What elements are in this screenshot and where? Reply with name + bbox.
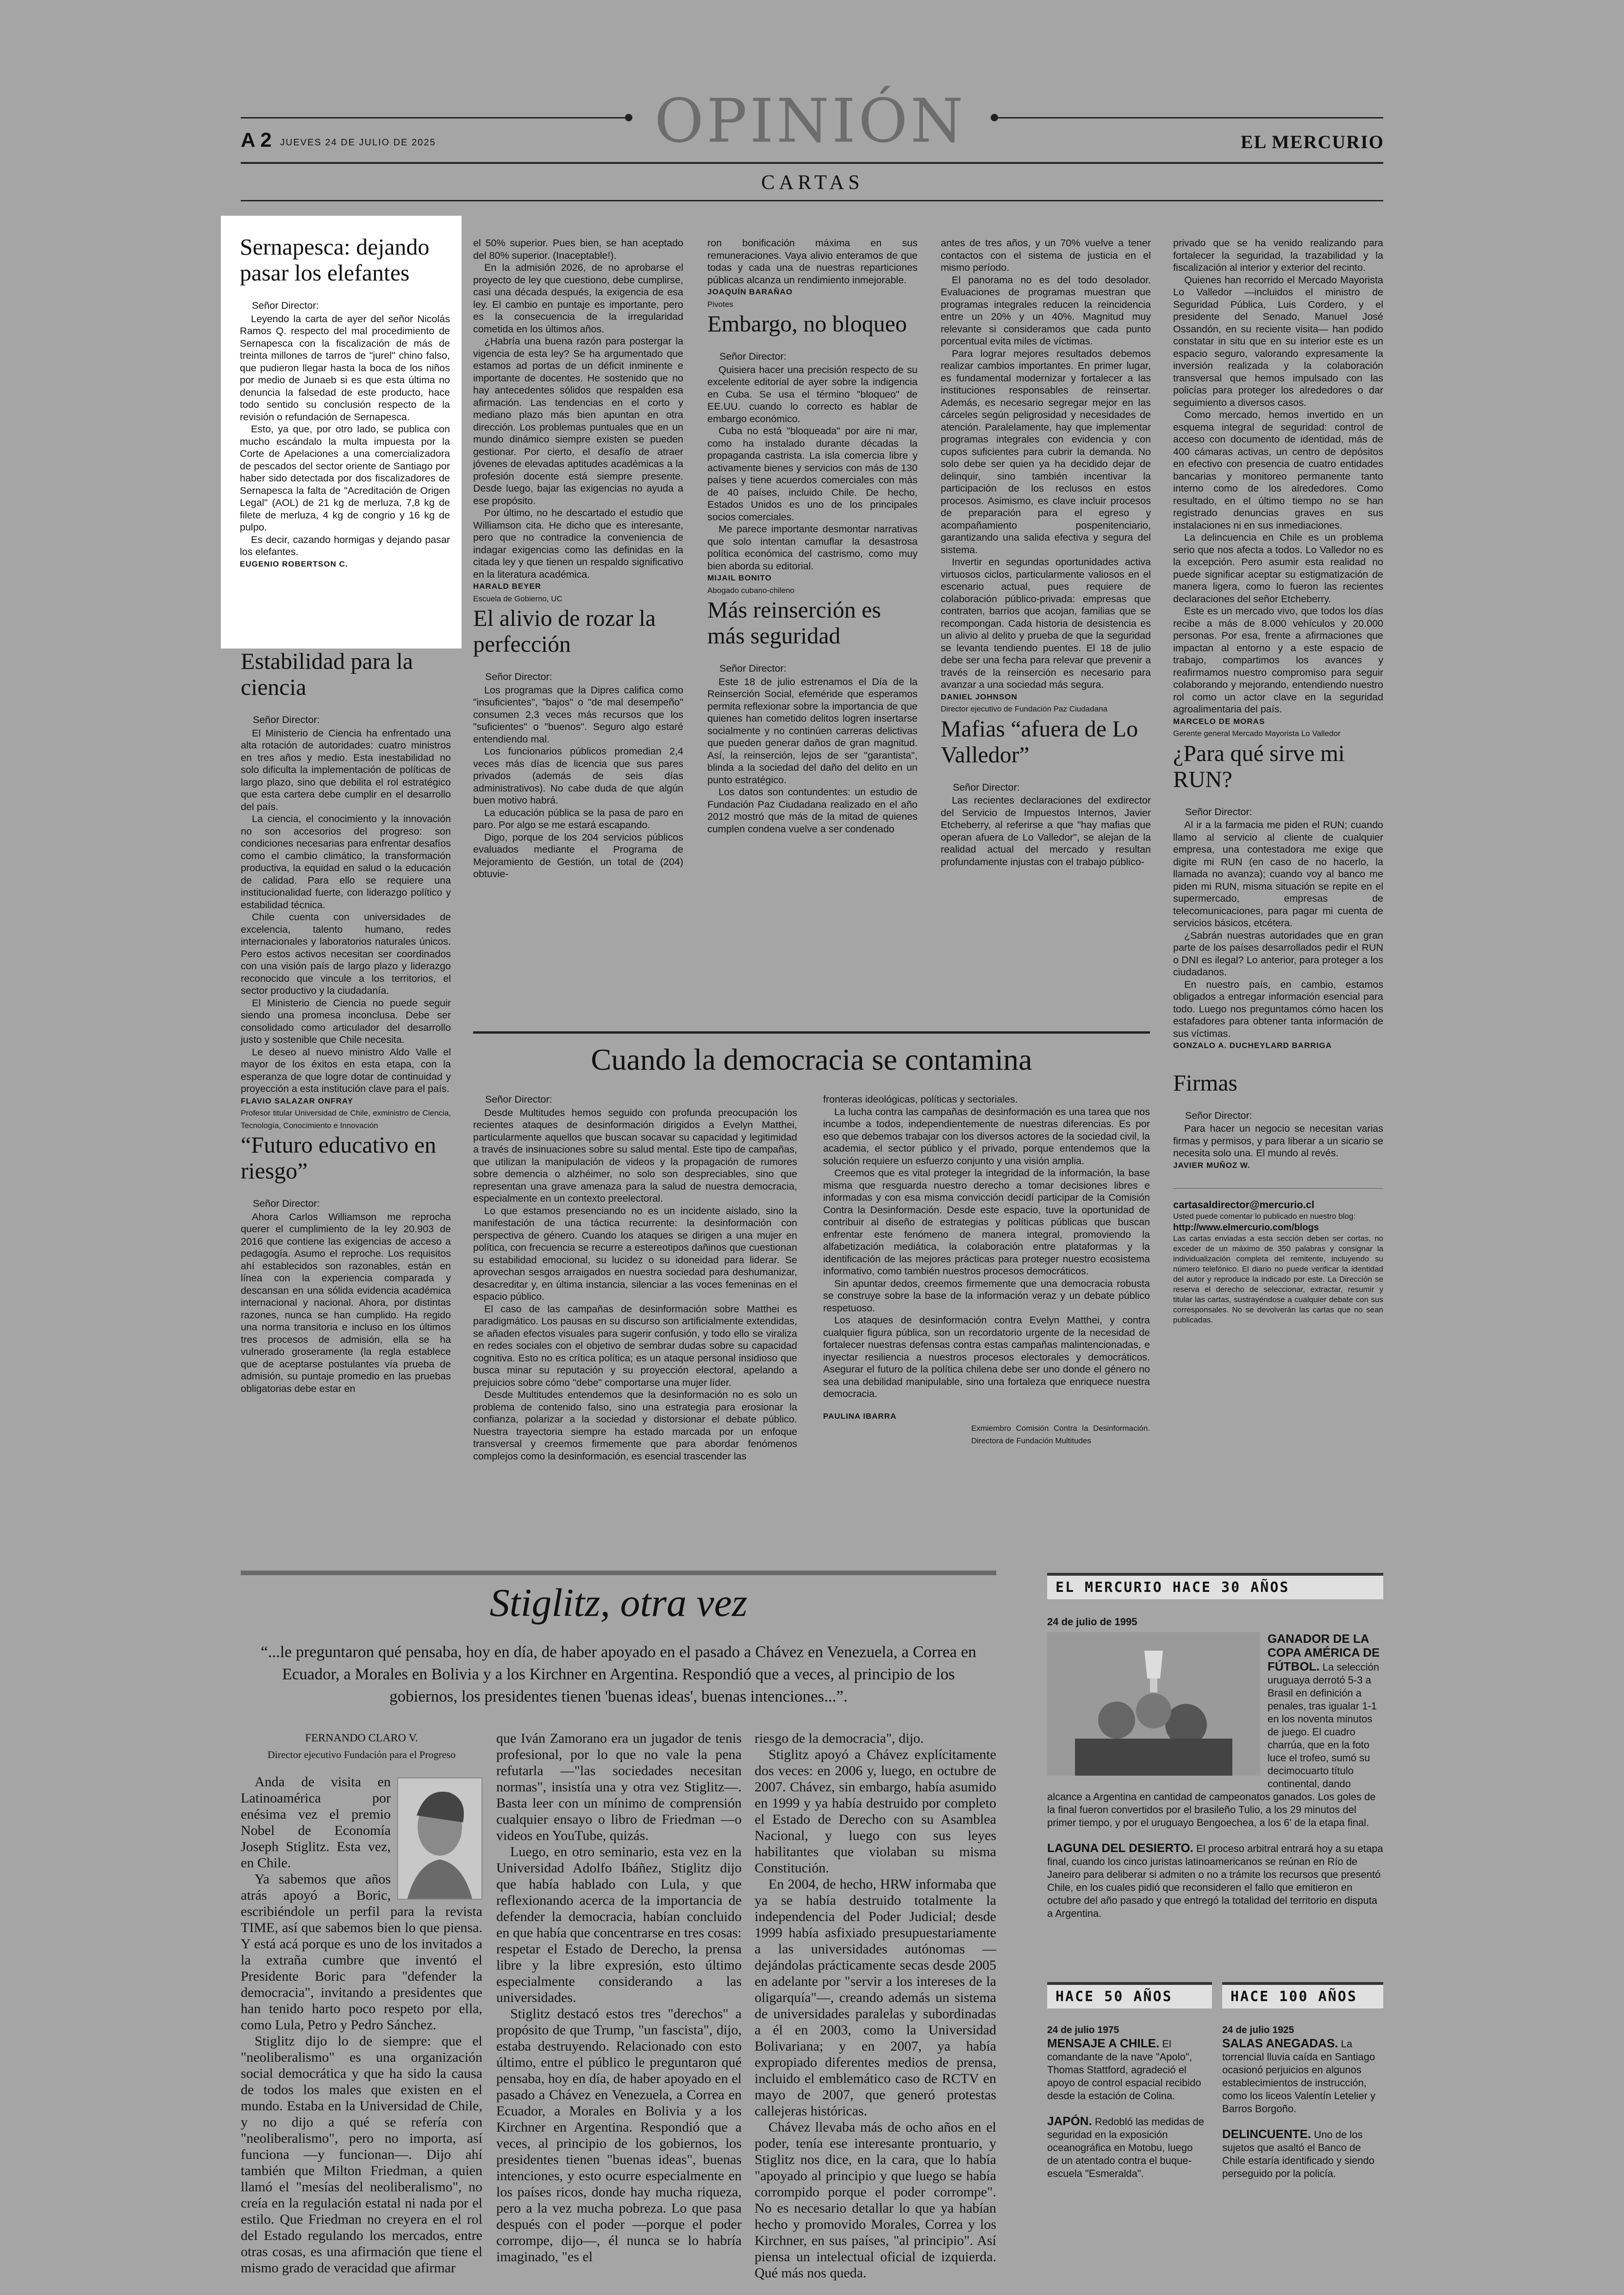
- paragraph: Stiglitz destacó estos tres "derechos" a propósito de que Trump, "un fascista", dijo, estaba destruyendo. Relacionado con esto último, entre el público le preguntaron qué pensaba, hoy en día, de haber apoyado en el pasado a Chávez en Venezuela, a Correa en Ecuador, a Morales en Bolivia y a los Kirchner en Argentina. Respondió que a veces, al principio de los gobiernos, los presidentes tienen "buenas ideas", buenas intenciones, y esto ocurre especialmente en los países ricos, donde hay mucha riqueza, pero a la vez mucha pobreza. Lo que pasa después con el poder —porque el poder corrompe, dijo—, él nunca se lo habría imaginado, "es el: [496, 2006, 742, 2264]
- letter-title: Mafias “afuera de Lo Valledor”: [941, 715, 1138, 767]
- greeting: Señor Director:: [953, 781, 1020, 793]
- paragraph: En 2004, de hecho, HRW informaba que ya se había destruido totalmente la independencia del Poder Judicial; desde 1999 había asfixiado presupuestariamente a las universidades autónomas —dejándolas prácticamente secas desde 2005 en adelante por "servir a los intereses de la oligarquía"—, creando además un sistema de universidades paralelas y subordinadas a él en 2003, como la Universidad Bolivariana; y en 2007, ya había expropiado diferentes medios de prensa, incluido el emblemático caso de RCTV en mayo de 2007, que generó protestas callejeras históricas.: [755, 1877, 996, 2119]
- letter-title: Estabilidad para la ciencia: [241, 648, 413, 700]
- paragraph: Ahora Carlos Williamson me reprocha querer el cumplimiento de la ley 20.903 de 2016 que contiene las exigencias de acceso a pedagogía. Asumo el reproche. Los requisitos ahí establecidos son razonables, están en línea con la experiencia comparada y descansan en una sólida evidencia académica internacional y nacional. Ahora, por distintas razones, nunca se han cumplido. Ha regido una norma transitoria e incluso en los últimos tres procesos de admisión, ella se ha vulnerado groseramente (la regla establece que de aceptarse postulantes vía prueba de admisión, su puntaje promedio en las pruebas obligatorias debe estar en: [241, 1211, 451, 1394]
- letter-title: Más reinserción es más seguridad: [707, 597, 881, 649]
- paragraph: Este es un mercado vivo, que todos los días recibe a más de 8.000 vehículos y 20.000 personas. Por esa, frente a afirmaciones que impactan al entorno y a este espacio de trabajo, compartimos los avances y reafirmamos nuestro compromiso para seguir colaborando y mejorando, entendiendo nuestro rol como un actor clave en la seguridad agroalimentaria del país.: [1173, 605, 1383, 715]
- column-4-top: [941, 237, 1151, 868]
- paragraph: Los programas que la Dipres califica como "insuficientes", "bajos" o "de mal desempeño" consumen 2,3 veces más recursos que los "suficientes" o "buenos". Seguro algo estaré entendiendo mal.: [473, 684, 683, 745]
- bullet-left-icon: [625, 114, 632, 121]
- letter-title: “Futuro educativo en riesgo”: [241, 1132, 437, 1184]
- hace30-body: [1047, 1615, 1383, 1920]
- paragraph: En la admisión 2026, de no aprobarse el proyecto de ley que cuestiono, debe cumplirse, casi una década después, la exigencia de esa ley. El cambio en puntaje es importante, pero es la consecuencia de la irregularidad cometida en los últimos años.: [473, 262, 683, 335]
- signature-role: Abogado cubano-chileno: [707, 586, 795, 595]
- paragraph: Para hacer un negocio se necesitan varias firmas y permisos, y para liberar a un sicario se necesita solo una. El mundo al revés.: [1173, 1123, 1383, 1159]
- paragraph: El Ministerio de Ciencia no puede seguir siendo una promesa inconclusa. Debe ser consolidado como articulador del desarrollo justo y sostenible que Chile necesita.: [241, 997, 451, 1045]
- letter-title: Sernapesca: dejando pasar los elefantes: [240, 234, 430, 286]
- greeting: Señor Director:: [1185, 1110, 1252, 1121]
- paragraph: Los ataques de desinformación contra Evelyn Matthei, y contra cualquier figura pública, son un recordatorio urgente de la necesidad de fortalecer nuestras defensas contra estas campañas malintencionadas, e inyectar resiliencia a nuestros procesos electorales y democráticos. Asegurar el futuro de la política chilena debe ser uno donde el género no sea una debilidad manipulable, sino una fortaleza que enriquece nuestra democracia.: [823, 1315, 1150, 1399]
- signature: JAVIER MUÑOZ W.: [1173, 1160, 1250, 1170]
- paragraph: Lo que estamos presenciando no es un incidente aislado, sino la manifestación de una táctica recurrente: la desinformación con perspectiva de género. Cuando los ataques se dirigen a una mujer en política, con frecuencia se recurre a estereotipos dañinos que cuestionan su estabilidad emocional, su lucidez o su idoneidad para liderar. Se aprovechan sesgos arraigados en nuestra sociedad para deshumanizar, desacreditar y, en última instancia, silenciar a las voces femeninas en el espacio público.: [473, 1205, 797, 1302]
- paragraph: El caso de las campañas de desinformación sobre Matthei es paradigmático. Los pausas en su discurso son artificialmente extendidas, se añaden efectos visuales para sugerir confusión, y todo ello se viraliza en redes sociales con el objetivo de sembrar dudas sobre su capacidad cognitiva. Esto no es crítica política; es un ataque personal insidioso que busca minar su reputación y su proyección electoral, apelando a prejuicios sobre cómo "debe" comportarse una mujer líder.: [473, 1303, 797, 1388]
- hace100-headline: SALAS ANEGADAS.: [1222, 2036, 1338, 2050]
- paragraph: el 50% superior. Pues bien, se han aceptado del 80% superior. (Inaceptable!).: [473, 237, 683, 261]
- greeting: Señor Director:: [253, 714, 320, 725]
- hace30-header: EL MERCURIO HACE 30 AÑOS: [1047, 1573, 1383, 1599]
- signature-role: Gerente general Mercado Mayorista Lo Valledor: [1173, 729, 1341, 738]
- edition-date: JUEVES 24 DE JULIO DE 2025: [280, 137, 436, 148]
- header-rule-left: [241, 117, 625, 118]
- hace50-text2: Redobló las medidas de seguridad en la exposición oceanográfica en Motobu, luego de un atentado contra el buque-escuela "Esmeralda".: [1047, 2116, 1204, 2179]
- paragraph: Como mercado, hemos invertido en un esquema integral de seguridad: control de acceso con documento de identidad, más de 400 cámaras activas, un centro de depósitos en efectivo con presencia de cuatro entidades bancarias y monitoreo permanente tanto interno como de los alrededores. Como resultado, en el último tiempo no se han registrado denuncias graves en sus instalaciones ni en sus inmediaciones.: [1173, 409, 1383, 531]
- paragraph: riesgo de la democracia", dijo.: [755, 1731, 924, 1746]
- contact-terms: Las cartas enviadas a esta sección deben ser cortas, no exceder de un máximo de 350 palabras y consignar la individualización completa del remitente, incluyendo su número telefónico. El diario no puede verificar la identidad del autor y reproduce la indicado por este. La Dirección se reserva el derecho de seleccionar, extractar, resumir y titular las cartas, sustrayéndose a cualquier debate con sus corresponsales. No se devolverán las cartas que no sean publicadas.: [1173, 1234, 1383, 1324]
- paragraph: Anda de visita en Latinoamérica por enésima vez el premio Nobel de Economía Joseph Stiglitz. Esta vez, en Chile.: [241, 1774, 391, 1871]
- greeting: Señor Director:: [252, 300, 319, 311]
- header-rule-right: [998, 117, 1383, 118]
- democracia-col-2: [823, 1093, 1150, 1447]
- greeting: Señor Director:: [253, 1198, 320, 1209]
- greeting: Señor Director:: [719, 351, 787, 362]
- signature: EUGENIO ROBERTSON C.: [240, 559, 348, 568]
- paragraph: Los funcionarios públicos promedian 2,4 veces más días de licencia que sus pares privados (además de seis días administrativos). No cabe duda de que algún buen motivo habrá.: [473, 746, 683, 806]
- author-portrait: [397, 1777, 482, 1900]
- paragraph: La educación pública se la pasa de paro en paro. Por algo se me estará escapando.: [473, 807, 683, 830]
- letter-title: Embargo, no bloqueo: [707, 311, 907, 337]
- paragraph: En nuestro país, en cambio, estamos obligados a entregar información esencial para todo. Luego nos preguntamos cómo hacen los estafadores para obtener tanta información de sus víctimas.: [1173, 979, 1383, 1039]
- hace30-text: La selección uruguaya derrotó 5-3 a Brasil en definición a penales, tras igualar 1-1 en los noventa minutos de juego. El cuadro charrúa, que en la foto luce el trofeo, sumó su decimocuarto título continental, dando alcance a Argentina en cantidad de campeonatos ganados. Los goles de la final fueron convertidos por el brasileño Tulio, a los 29 minutos del primer tiempo, y por el uruguayo Bengoechea, a los 6' de la etapa final.: [1047, 1661, 1380, 1828]
- hace50-body: [1047, 2024, 1205, 2180]
- letter-title: ¿Para qué sirve mi RUN?: [1173, 740, 1345, 792]
- paragraph: Ya sabemos que años atrás apoyó a Boric, escribiéndole un perfil para la revista TIME, así que sabemos bien lo que piensa. Y está acá porque es uno de los invitados a la extraña cumbre que inventó el Presidente Boric para "defender la democracia", invitando a presidentes que han tenido harto poco respeto por ella, como Lula, Petro y Pedro Sánchez.: [241, 1871, 482, 2033]
- paragraph: Esto, ya que, por otro lado, se publica con mucho escándalo la multa impuesta por la Corte de Apelaciones a una comercializadora de pescados del sector oriente de Santiago por haber sido detectada por dos fiscalizadores de Sernapesca la falta de "Acreditación de Origen Legal" (AOL) de 21 kg de merluza, 7,8 kg de filete de merluza, 4 kg de congrio y 16 kg de pulpo.: [240, 424, 450, 533]
- contact-note: Usted puede comentar lo publicado en nuestro blog:: [1173, 1211, 1356, 1221]
- paragraph: Chile cuenta con universidades de excelencia, talento humano, redes internacionales y laboratorios naturales únicos. Pero estos activos necesitan ser coordinados con una visión país de largo plazo y liderazgo reconocido que vincule a los territorios, el sector productivo y la ciudadanía.: [241, 911, 451, 996]
- contact-blog-link[interactable]: http://www.elmercurio.com/blogs: [1173, 1222, 1319, 1233]
- paragraph: Quienes han recorrido el Mercado Mayorista Lo Valledor —incluidos el ministro de Seguridad Pública, Luis Cordero, y el presidente del Senado, Manuel José Ossandón, en su reciente visita— han podido constatar in situ que en su interior este es un espacio seguro, valorando expresamente la inversión realizada y la colaboración transversal que hemos impulsado con las policías para proteger los alrededores o dar seguimiento a diversos casos.: [1173, 274, 1383, 408]
- letter-title: Firmas: [1173, 1069, 1237, 1096]
- stiglitz-col-2: [496, 1730, 742, 2265]
- signature-role: Profesor titular Universidad de Chile, exministro de Ciencia, Tecnología, Conocimiento e Innovación: [241, 1109, 451, 1130]
- signature: GONZALO A. DUCHEYLARD BARRIGA: [1173, 1041, 1332, 1050]
- paragraph: Los datos son contundentes: un estudio de Fundación Paz Ciudadana realizado en el año 2012 mostró que más de la mitad de quienes cumplen condena vuelve a ser condenado: [707, 786, 918, 835]
- hace30-headline: GANADOR DE LA COPA AMÉRICA DE FÚTBOL.: [1268, 1632, 1380, 1673]
- contact-box: [1173, 1188, 1383, 1325]
- author-name: FERNANDO CLARO V.: [305, 1732, 418, 1744]
- paragraph: Sin apuntar dedos, creemos firmemente que una democracia robusta se construye sobre la base de la información veraz y un debate público respetuoso.: [823, 1278, 1150, 1314]
- paragraph: ¿Habría una buena razón para postergar la vigencia de esta ley? Se ha argumentado que estamos ad portas de un déficit inminente e importante de docentes. He sostenido que no hay antecedentes sólidos que respalden esa afirmación. Las tendencias en el corto y mediano plazo más bien apuntan en otra dirección. Los problemas puntuales que en un mundo dinámico siempre existen se pueden gestionar. Por cierto, el desafío de atraer jóvenes de elevadas aptitudes académicas a la profesión docente está siempre presente. Desde luego, bajar las exigencias no ayuda a ese propósito.: [473, 336, 683, 506]
- signature-role: Exmiembro Comisión Contra la Desinformación. Directora de Fundación Multitudes: [971, 1424, 1150, 1445]
- paragraph: fronteras ideológicas, políticas y sectoriales.: [823, 1094, 1018, 1105]
- signature: MIJAIL BONITO: [707, 574, 772, 582]
- portrait-icon: [398, 1778, 481, 1899]
- signature: MARCELO DE MORAS: [1173, 717, 1265, 726]
- paragraph: Invertir en segundas oportunidades activa virtuosos ciclos, particularmente valiosos en el escenario actual, pues requiere de colaboración público-privada: empresas que contraten, barrios que acojan, familias que se recompongan. Cada historia de desistencia es un alivio al delito y prueba de que la seguridad se levanta tendiendo puentes. El 18 de julio debe ser una fecha para relevar que prevenir a través de la reinserción es necesario para avanzar a una sociedad más segura.: [941, 556, 1151, 690]
- hace30-headline2: LAGUNA DEL DESIERTO.: [1047, 1841, 1193, 1855]
- author-role: Director ejecutivo Fundación para el Progreso: [267, 1749, 456, 1760]
- paragraph: privado que se ha venido realizando para fortalecer la seguridad, la trazabilidad y la fiscalización al interior y exterior del recinto.: [1173, 237, 1383, 273]
- stiglitz-col-1: [241, 1730, 482, 2276]
- paragraph: Stiglitz dijo lo de siempre: que el "neoliberalismo" es una organización social democrática y que ha sido la causa de todos los males que existen en el mundo. Estaba en la Universidad de Chile, y no dijo a qué se refería con "neoliberalismo", pero no importa, así funciona —y funcionan—. Dijo ahí también que Milton Friedman, a quien llamó el "mesías del neoliberalismo", no creía en la regulación estatal ni nada por el estilo. Que Friedman no creyera en el rol del Estado regulando los mercados, entre otras cosas, es una afirmación que tiene el mismo grado de veracidad que afirmar: [241, 2033, 482, 2276]
- paragraph: Cuba no está "bloqueada" por aire ni mar, como ha instalado durante décadas la propaganda castrista. La isla comercia libre y activamente bienes y servicios con más de 130 países y tiene acuerdos comerciales con más de 40 países, incluido Chile. De hecho, Estados Unidos es uno de los principales socios comerciales.: [707, 425, 918, 523]
- greeting: Señor Director:: [485, 671, 552, 682]
- democracia-top-rule: [473, 1031, 1150, 1034]
- stiglitz-col-3: [755, 1730, 996, 2281]
- letter-title: El alivio de rozar la perfección: [473, 605, 656, 657]
- hace100-header: HACE 100 AÑOS: [1222, 1982, 1383, 2008]
- paragraph: ¿Sabrán nuestras autoridades que en gran parte de los países desarrollados pedir el RUN o DNI es ilegal? Lo anterior, para proteger a los ciudadanos.: [1173, 929, 1383, 978]
- hace100-text: La torrencial lluvia caída en Santiago ocasionó perjuicios en algunos establecimientos de instrucción, como los liceos Valentín Letelier y Barros Borgoño.: [1222, 2038, 1375, 2114]
- paragraph: antes de tres años, y un 70% vuelve a tener contactos con el sistema de justicia en el mismo período.: [941, 237, 1151, 273]
- greeting: Señor Director:: [485, 1094, 552, 1105]
- stiglitz-title: Stiglitz, otra vez: [489, 1580, 748, 1625]
- paragraph: Este 18 de julio estrenamos el Día de la Reinserción Social, efeméride que esperamos permita reflexionar sobre la importancia de que quienes han cometido delitos logren insertarse socialmente y no continúen carreras delictivas que pueden generar daños de gran magnitud. Así, la reinserción, lejos de ser "garantista", blinda a la sociedad del daño del delito en un punto estratégico.: [707, 676, 918, 786]
- paragraph: Chávez llevaba más de ocho años en el poder, tenía ese interesante prontuario, y Stiglitz nos dice, en la cara, que lo había "apoyado al principio y que luego se había corrompido porque el poder corrompe". No es necesario detallar lo que ya habían hecho y promovido Morales, Correa y los Kirchner, en sus países, "al principio". Así piensa un intelectual oficial de izquierda. Qué más nos queda.: [755, 2120, 996, 2281]
- paragraph: La ciencia, el conocimiento y la innovación no son accesorios del progreso: son condiciones necesarias para enfrentar desafíos como el cambio climático, la transformación productiva, la equidad en salud o la educación de calidad. Para ello se requiere una institucionalidad fuerte, con liderazgo político y estabilidad técnica.: [241, 813, 451, 911]
- paragraph: El Ministerio de Ciencia ha enfrentado una alta rotación de autoridades: cuatro ministros en tres años y medio. Esta inestabilidad no solo dificulta la implementación de políticas de largo plazo, sino que debilita el rol estratégico que esta cartera debe cumplir en el desarrollo del país.: [241, 727, 451, 812]
- subsection-rule: [241, 200, 1383, 201]
- bullet-right-icon: [991, 114, 998, 121]
- contact-email[interactable]: cartasaldirector@mercurio.cl: [1173, 1199, 1315, 1210]
- paragraph: Quisiera hacer una precisión respecto de su excelente editorial de ayer sobre la indigencia en Cuba. Se usa el término "bloqueo" de EE.UU. cuando lo correcto es hablar de embargo económico.: [707, 364, 918, 424]
- paragraph: Digo, porque de los 204 servicios públicos evaluados mediante el Programa de Mejoramiento de Gestión, un total de (204) obtuvie-: [473, 831, 683, 879]
- hace50-date: 24 de julio 1975: [1047, 2025, 1119, 2035]
- hace30-date: 24 de julio de 1995: [1047, 1616, 1137, 1628]
- newspaper-brand: EL MERCURIO: [1241, 131, 1384, 152]
- hace50-headline: MENSAJE A CHILE.: [1047, 2036, 1160, 2050]
- stiglitz-quote: “...le preguntaron qué pensaba, hoy en día, de haber apoyado en el pasado a Chávez en Venezuela, a Correa en Ecuador, a Morales en Bolivia y a los Kirchner en Argentina. Respondió que a veces, al principio de los gobiernos, los presidentes tienen 'buenas ideas', buenas intenciones...”.: [261, 1643, 976, 1705]
- hace100-date: 24 de julio 1925: [1222, 2025, 1294, 2035]
- hace100-text2: Uno de los sujetos que asaltó el Banco de Chile estaría identificado y siendo perseguido por la policía.: [1222, 2129, 1374, 2179]
- democracia-title: Cuando la democracia se contamina: [591, 1043, 1032, 1077]
- hace30-photo: [1047, 1632, 1260, 1776]
- section-title: OPINIÓN: [654, 86, 966, 156]
- column-2-top: [473, 237, 683, 880]
- signature-role: Escuela de Gobierno, UC: [473, 594, 562, 603]
- paragraph: Las recientes declaraciones del exdirector del Servicio de Impuestos Internos, Javier Etcheberry, al referirse a que "hay mafias que operan afuera de Lo Valledor", se alejan de la realidad actual del mercado y resultan profundamente injustas con el trabajo público-: [941, 795, 1151, 867]
- paragraph: Le deseo al nuevo ministro Aldo Valle el mayor de los éxitos en esta etapa, con la esperanza de que logre dotar de continuidad y proyección a esta institución clave para el país.: [241, 1046, 451, 1094]
- paragraph: Me parece importante desmontar narrativas que solo intentan camuflar la desastrosa política económica del castrismo, como muy bien aborda su editorial.: [707, 524, 918, 572]
- paragraph: Stiglitz apoyó a Chávez explícitamente dos veces: en 2006 y, luego, en octubre de 2007. Chávez, sin embargo, había asumido en 1999 y ya había destruido por completo el Estado de Derecho con su Asamblea Nacional, y luego con sus leyes habilitantes que violaban su misma Constitución.: [755, 1747, 996, 1876]
- hace100-body: [1222, 2024, 1383, 2180]
- hace50-text: El comandante de la nave "Apolo", Thomas Stattford, agradeció el apoyo de control espacial recibido desde la estación de Colina.: [1047, 2038, 1201, 2102]
- paragraph: Desde Multitudes hemos seguido con profunda preocupación los recientes ataques de desinformación dirigidos a Evelyn Matthei, particularmente aquellos que buscan socavar su capacidad y legitimidad a través de insinuaciones sobre su salud mental. Este tipo de campañas, que utilizan la manipulación de videos y la propagación de rumores sobre demencia o alzhéimer, no solo son despreciables, sino que representan una grave amenaza para la salud de nuestra democracia, especialmente en un contexto preelectoral.: [473, 1107, 797, 1204]
- paragraph: Creemos que es vital proteger la integridad de la información, la base misma que resguarda nuestro derecho a tomar decisiones libres e informadas y con esa misma convicción decidí participar de la Comisión Contra la Desinformación. Desde este espacio, tuve la oportunidad de contribuir al diseño de estrategias y políticas públicas que buscan enfrentar este fenómeno de manera integral, promoviendo la alfabetización mediática, la colaboración entre plataformas y la identificación de las mejores prácticas para proteger nuestro ecosistema informativo, como también nuestros procesos democráticos.: [823, 1167, 1150, 1277]
- signature-role: Director ejecutivo de Fundación Paz Ciudadana: [941, 705, 1108, 713]
- greeting: Señor Director:: [719, 663, 787, 674]
- column-5: [1173, 237, 1383, 1325]
- hace100-headline2: DELINCUENTE.: [1222, 2127, 1312, 2141]
- signature-role: Pivotes: [707, 299, 733, 309]
- signature: JOAQUÍN BARAÑAO: [707, 287, 793, 296]
- paragraph: que Iván Zamorano era un jugador de tenis profesional, por lo que no vale la pena refutarla —"las sociedades necesitan normas", insistía una y otra vez Stiglitz—. Basta leer con un mínimo de comprensión cualquier ensayo o libro de Friedman —o videos en YouTube, quizás.: [496, 1731, 742, 1843]
- hace50-headline2: JAPÓN.: [1047, 2114, 1092, 2128]
- paragraph: La lucha contra las campañas de desinformación es una tarea que nos incumbe a todos, independientemente de nuestras diferencias. Es por eso que debemos trabajar con los diversos actores de la sociedad civil, la academia, el sector público y el privado, porque entendemos que la solución requiere un esfuerzo conjunto y una visión amplia.: [823, 1106, 1150, 1166]
- paragraph: El panorama no es del todo desolador. Evaluaciones de programas muestran que programas integrales reducen la reincidencia entre un 20% y un 40%. Magnitud muy relevante si consideramos que cada punto porcentual evita miles de víctimas.: [941, 274, 1151, 347]
- hace30-text2: El proceso arbitral entrará hoy a su etapa final, cuando los cinco juristas latinoamericanos se reúnan en Río de Janeiro para deliberar si admiten o no a trámite los recursos que presentó Chile, en los cuales pidió que reconsideren el fallo que emitieron en octubre del año pasado y que entregó la totalidad del territorio en disputa a Argentina.: [1047, 1843, 1383, 1919]
- signature: PAULINA IBARRA: [823, 1411, 897, 1421]
- header-rule-full: [241, 162, 1383, 164]
- page-number: A 2: [241, 129, 272, 151]
- stiglitz-top-rule: [241, 1571, 996, 1575]
- paragraph: Luego, en otro seminario, esta vez en la Universidad Adolfo Ibáñez, Stiglitz dijo que había hablado con Lula, y que reflexionando acerca de la importancia de defender la democracia, habían concluido en que había que concentrarse en tres cosas: respetar el Estado de Derecho, la prensa libre y la libre expresión, esto último especialmente considerando a las universidades.: [496, 1844, 742, 2005]
- trophy-photo-icon: [1047, 1632, 1260, 1776]
- paragraph: Desde Multitudes entendemos que la desinformación no es solo un problema de contenido falso, sino una estrategia para erosionar la confianza, polarizar a la sociedad y distorsionar el debate público. Nuestra trayectoria siempre ha estado marcada por un enfoque transversal y creemos firmemente que para abordar fenómenos complejos como la desinformación, es esencial trascender las: [473, 1389, 797, 1462]
- letter-sernapesca: [240, 234, 450, 570]
- paragraph: La delincuencia en Chile es un problema serio que nos afecta a todos. Lo Valledor no es la excepción. Pero asumir esta realidad no puede significar aceptar su estigmatización de manera ligera, como lo fueron las recientes declaraciones del señor Etcheberry.: [1173, 532, 1383, 605]
- letter-estabilidad: [241, 648, 451, 1395]
- signature: FLAVIO SALAZAR ONFRAY: [241, 1096, 353, 1105]
- signature: HARALD BEYER: [473, 582, 542, 591]
- greeting: Señor Director:: [1185, 806, 1252, 817]
- subsection-title: CARTAS: [761, 171, 864, 193]
- hace50-header: HACE 50 AÑOS: [1047, 1982, 1212, 2008]
- democracia-col-1: [473, 1093, 797, 1462]
- paragraph: Es decir, cazando hormigas y dejando pasar los elefantes.: [240, 534, 450, 557]
- signature: DANIEL JOHNSON: [941, 692, 1018, 701]
- column-3-top: [707, 237, 918, 835]
- paragraph: Para lograr mejores resultados debemos realizar cambios importantes. En primer lugar, es fundamental modernizar y fortalecer a las instituciones responsables de reinsertar. Además, es necesario segregar mejor en las cárceles según peligrosidad y necesidades de atención. Paralelamente, hay que implementar programas integrales con evidencia y con cupos suficientes para cubrir la demanda. No solo debe ser quien ya ha decidido dejar de delinquir, sino también incentivar la participación de los reclusos en estos procesos. Asimismo, es clave incluir procesos de preparación para el egreso y acompañamiento pospenitenciario, garantizando una salida efectiva y segura del sistema.: [941, 348, 1151, 555]
- paragraph: ron bonificación máxima en sus remuneraciones. Vaya alivio enteramos de que todas y cada una de nuestras reparticiones públicas alcanza un rendimiento inmejorable.: [707, 237, 918, 286]
- paragraph: Por último, no he descartado el estudio que Williamson cita. He dicho que es interesante, pero que no contradice la conveniencia de indagar exigencias como las definidas en la citada ley y que tienen un respaldo significativo en la literatura académica.: [473, 507, 683, 580]
- paragraph: Leyendo la carta de ayer del señor Nicolás Ramos Q. respecto del mal procedimiento de Sernapesca con la fiscalización de más de treinta millones de tarros de "jurel" chino falso, que pudieron llegar hasta la boca de los niños por medio de Junaeb si es que esta última no denuncia la falsedad de este producto, hace todo sentido su conclusión respecto de la revisión o refundación de Sernapesca.: [240, 313, 450, 423]
- paragraph: Al ir a la farmacia me piden el RUN; cuando llamo al servicio al cliente de cualquier empresa, una contestadora me exige que digite mi RUN (en caso de no hacerlo, la llamada no avanza); cuando voy al banco me piden mi RUN, misma situación se repite en el supermercado, empresas de telecomunicaciones, para pagar mi cuenta de servicios básicos, etcétera.: [1173, 819, 1383, 929]
